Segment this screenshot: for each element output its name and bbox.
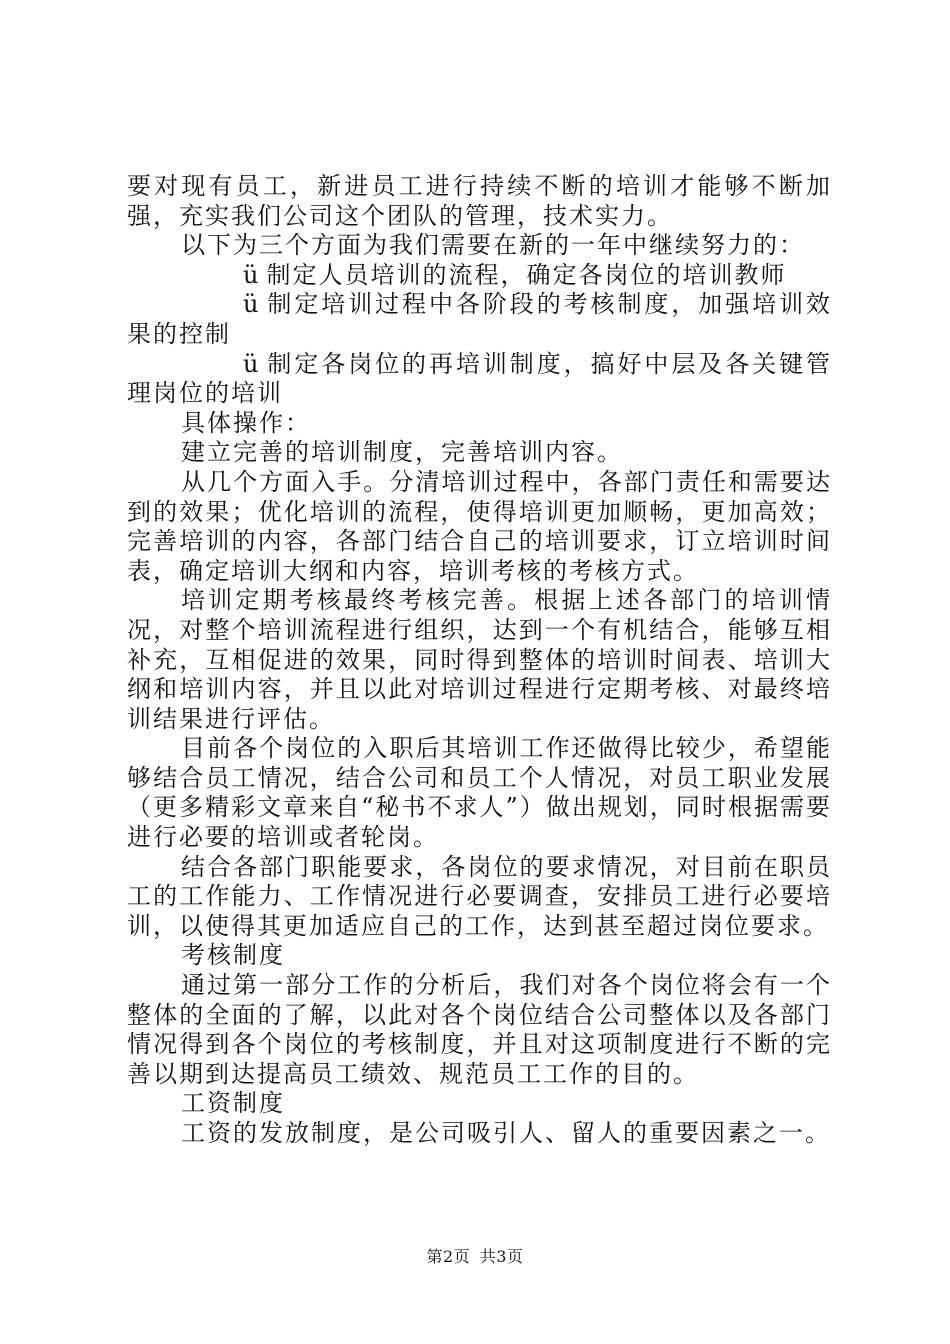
paragraph: 培训定期考核最终考核完善。根据上述各部门的培训情况，对整个培训流程进行组织，达到一个有机结合，能够互相补充，互相促进的效果，同时得到整体的培训时间表、培训大纲和培训内容，并且以此对培训过程进行定期考核、对最终培训结果进行评估。 [127,586,832,733]
paragraph: 通过第一部分工作的分析后，我们对各个岗位将会有一个整体的全面的了解，以此对各个岗位结合公司整体以及各部门情况得到各个岗位的考核制度，并且对这项制度进行不断的完善以期到达提高员工绩效、规范员工工作的目的。 [127,971,832,1088]
section-heading: 考核制度 [181,941,285,970]
page-total: 共3页 [479,1247,524,1266]
bullet-item [127,290,832,349]
paragraph: 具体操作： [181,408,311,437]
bullet-item [127,350,832,409]
check-bullet-icon: ü [243,260,261,289]
paragraph: 建立完善的培训制度，完善培训内容。 [181,438,623,467]
paragraph: 以下为三个方面为我们需要在新的一年中继续努力的： [181,231,805,260]
paragraph: 从几个方面入手。分清培训过程中，各部门责任和需要达到的效果；优化培训的流程，使得培训更加顺畅，更加高效；完善培训的内容，各部门结合自己的培训要求，订立培训时间表，确定培训大纲和内容，培训考核的考核方式。 [127,467,832,585]
section-heading: 工资制度 [181,1089,285,1118]
paragraph: 结合各部门职能要求，各岗位的要求情况，对目前在职员工的工作能力、工作情况进行必要调查，安排员工进行必要培训，以使得其更加适应自己的工作，达到甚至超过岗位要求。 [127,852,832,940]
bullet-text: 制定各岗位的再培训制度，搞好中层及各关键管理岗位的培训 [127,349,832,408]
bullet-item [127,261,832,291]
bullet-text: 制定培训过程中各阶段的考核制度，加强培训效果的控制 [127,290,832,348]
check-bullet-icon: ü [243,349,261,378]
document-body [127,172,832,1149]
paragraph: 目前各个岗位的入职后其培训工作还做得比较少，希望能够结合员工情况，结合公司和员工个人情况，对员工职业发展（更多精彩文章来自“秘书不求人”）做出规划，同时根据需要进行必要的培训或者轮岗。 [127,734,832,852]
paragraph: 要对现有员工，新进员工进行持续不断的培训才能够不断加强，充实我们公司这个团队的管理，技术实力。 [127,172,832,230]
page-number: 第2页 [426,1247,471,1266]
page-footer [0,1244,950,1267]
check-bullet-icon: ü [243,290,261,319]
bullet-text: 制定人员培训的流程，确定各岗位的培训教师 [266,260,787,289]
paragraph: 工资的发放制度，是公司吸引人、留人的重要因素之一。 [181,1119,831,1147]
